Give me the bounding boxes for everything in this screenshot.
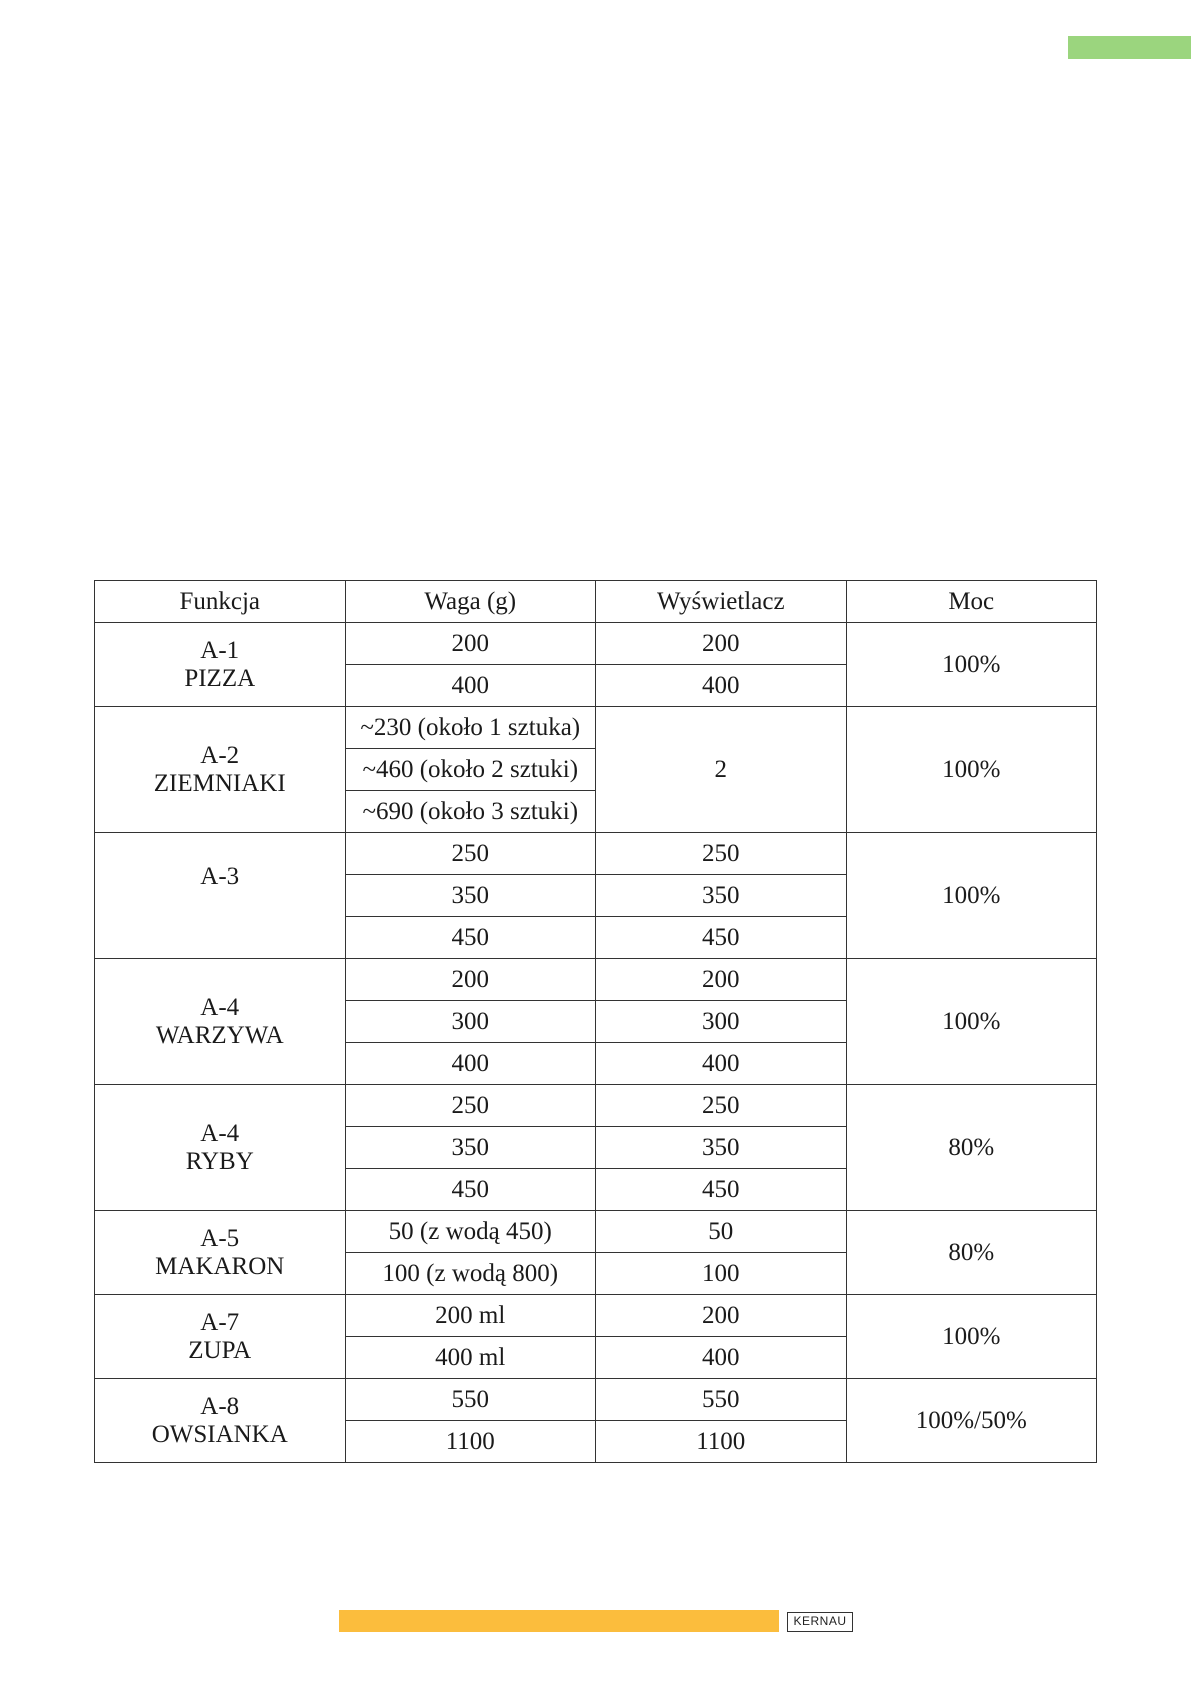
header-display: Wyświetlacz [596,581,847,623]
display-cell: 450 [596,1169,847,1211]
function-cell [95,1085,346,1211]
weight-cell: 350 [345,875,596,917]
function-code: A-2 [200,742,240,769]
power-cell: 100%/50% [846,1379,1097,1463]
weight-cell: 250 [345,833,596,875]
function-code: A-7 [200,1309,240,1336]
weight-cell: 550 [345,1379,596,1421]
power-cell: 80% [846,1211,1097,1295]
footer-color-bar [339,1610,779,1632]
table-row [95,1379,1097,1421]
function-name: OWSIANKA [151,1420,288,1448]
display-cell: 550 [596,1379,847,1421]
display-cell: 350 [596,1127,847,1169]
table-row [95,707,1097,749]
display-cell: 250 [596,833,847,875]
table-row [95,623,1097,665]
weight-cell: 250 [345,1085,596,1127]
function-code: A-5 [200,1225,240,1252]
header-function: Funkcja [95,581,346,623]
page-corner-tab [1068,36,1191,59]
function-code: A-4 [200,1120,240,1147]
function-code: A-8 [200,1393,240,1420]
function-name: MAKARON [155,1252,285,1280]
header-power: Moc [846,581,1097,623]
function-cell [95,1295,346,1379]
weight-cell: 400 ml [345,1337,596,1379]
cooking-program-table [94,580,1097,1463]
function-cell [95,959,346,1085]
display-cell: 200 [596,1295,847,1337]
display-cell: 250 [596,1085,847,1127]
brand-logo: KERNAU [787,1612,853,1632]
function-name: ZIEMNIAKI [153,769,286,797]
weight-cell: 400 [345,665,596,707]
display-cell: 400 [596,1337,847,1379]
display-cell: 200 [596,959,847,1001]
weight-cell: 200 ml [345,1295,596,1337]
power-cell: 100% [846,1295,1097,1379]
function-cell [95,1211,346,1295]
power-cell: 100% [846,707,1097,833]
table-header-row [95,581,1097,623]
function-code: A-4 [200,994,240,1021]
display-cell: 350 [596,875,847,917]
weight-cell: 450 [345,1169,596,1211]
weight-cell: 300 [345,1001,596,1043]
weight-cell: 400 [345,1043,596,1085]
power-cell: 100% [846,833,1097,959]
function-code: A-1 [200,637,240,664]
function-name: RYBY [185,1147,254,1175]
function-cell [95,623,346,707]
power-cell: 80% [846,1085,1097,1211]
weight-cell: 100 (z wodą 800) [345,1253,596,1295]
display-cell: 1100 [596,1421,847,1463]
weight-cell: ~690 (około 3 sztuki) [345,791,596,833]
power-cell: 100% [846,623,1097,707]
display-cell: 400 [596,665,847,707]
table-row [95,959,1097,1001]
display-cell: 300 [596,1001,847,1043]
table-row [95,1085,1097,1127]
display-cell: 50 [596,1211,847,1253]
weight-cell: 50 (z wodą 450) [345,1211,596,1253]
power-cell: 100% [846,959,1097,1085]
function-cell [95,833,346,959]
display-cell: 100 [596,1253,847,1295]
weight-cell: ~460 (około 2 sztuki) [345,749,596,791]
display-cell: 2 [596,707,847,833]
table-row [95,833,1097,875]
display-cell: 450 [596,917,847,959]
weight-cell: 350 [345,1127,596,1169]
function-name: PIZZA [184,664,256,692]
table-row [95,1295,1097,1337]
weight-cell: ~230 (około 1 sztuka) [345,707,596,749]
display-cell: 400 [596,1043,847,1085]
weight-cell: 1100 [345,1421,596,1463]
table-row [95,1211,1097,1253]
weight-cell: 450 [345,917,596,959]
function-cell [95,707,346,833]
function-name: ZUPA [188,1336,252,1364]
header-weight: Waga (g) [345,581,596,623]
function-code: A-3 [200,863,240,890]
display-cell: 200 [596,623,847,665]
weight-cell: 200 [345,959,596,1001]
function-cell [95,1379,346,1463]
weight-cell: 200 [345,623,596,665]
function-name: WARZYWA [155,1021,284,1049]
